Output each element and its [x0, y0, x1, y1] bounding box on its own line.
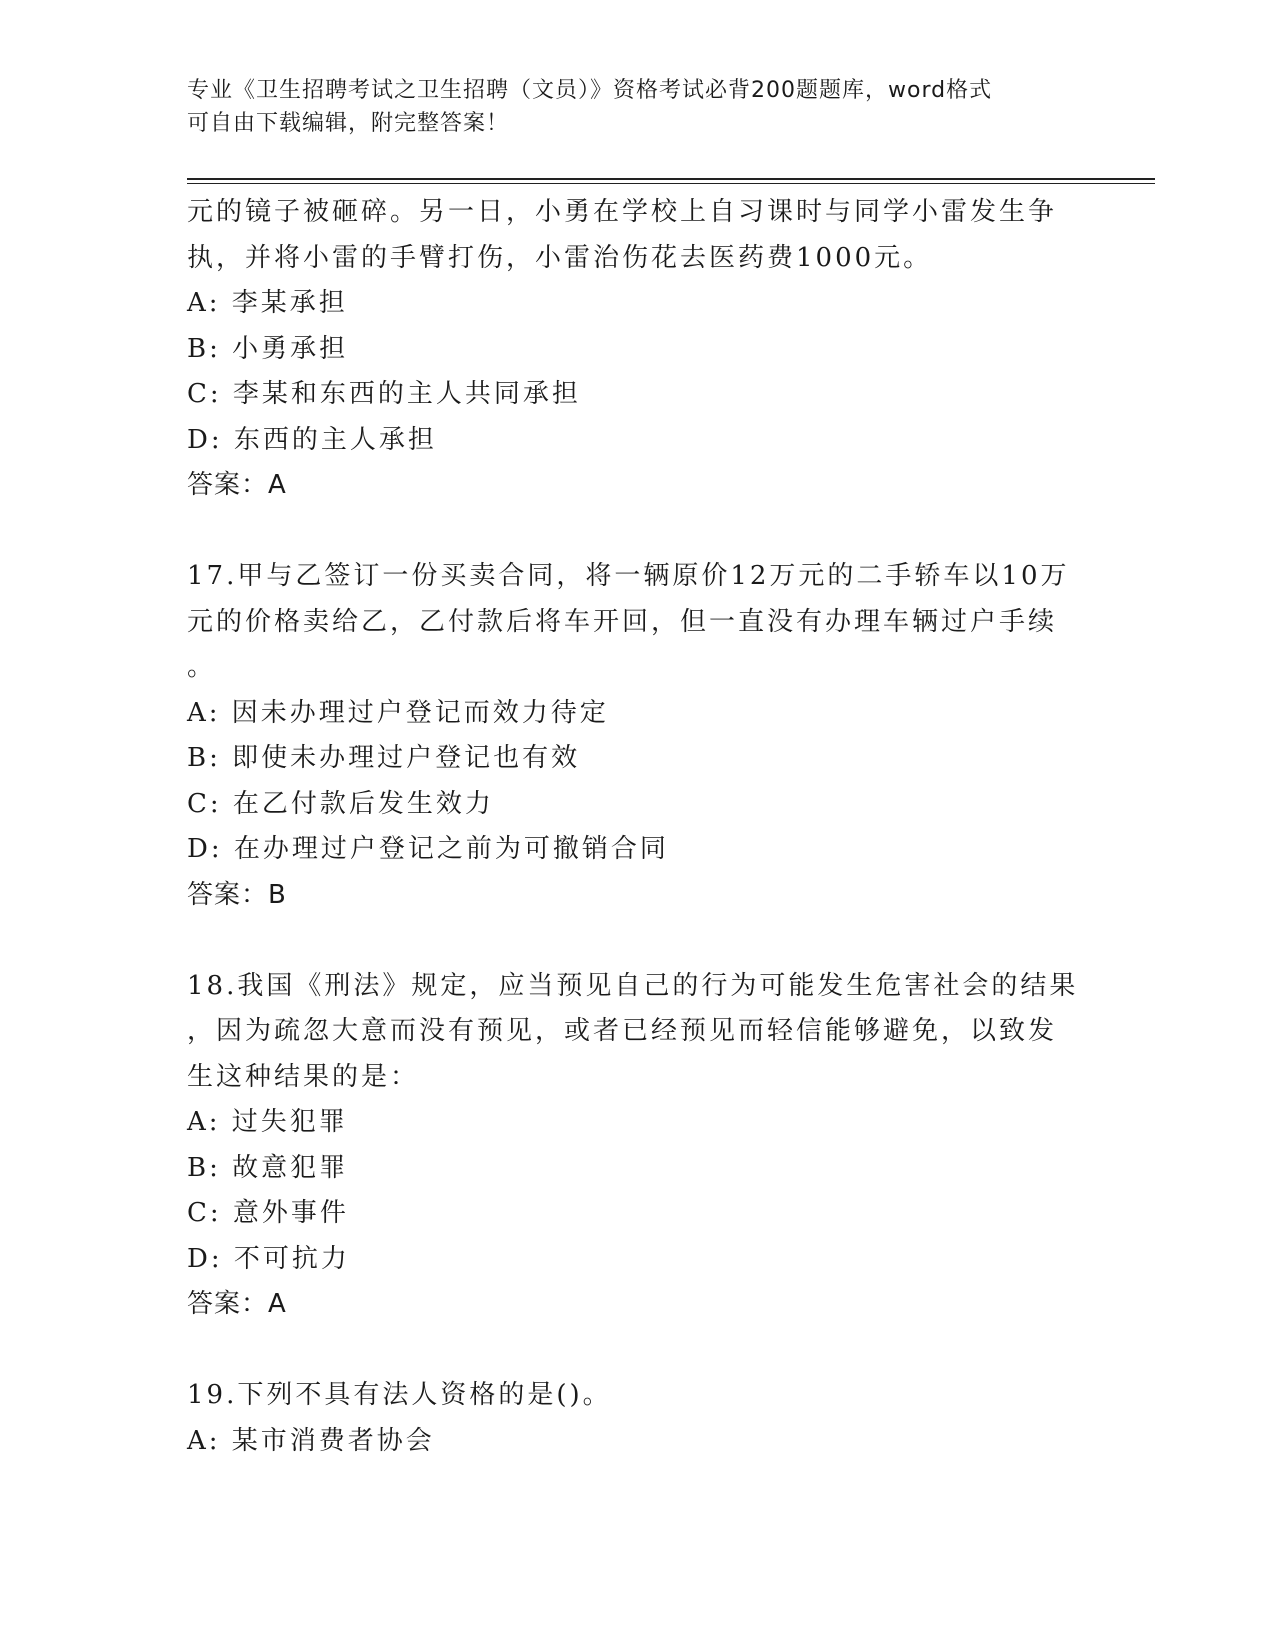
header-line-2: 可自由下载编辑，附完整答案！: [187, 111, 510, 136]
spacer: [187, 918, 1087, 964]
option-a: A: 某市消费者协会: [187, 1425, 435, 1456]
option-a: A: 过失犯罪: [187, 1107, 348, 1137]
header-line-1: 专业《卫生招聘考试之卫生招聘（文员）》资格考试必背200题题库，word格式: [187, 78, 993, 103]
option-b: B: 小勇承担: [187, 333, 349, 364]
option-a: A: 因未办理过户登记而效力待定: [187, 697, 609, 728]
option-b: B: 即使未办理过户登记也有效: [187, 743, 581, 773]
answer-line: 答案：A: [187, 470, 287, 500]
question-text-line: 17.甲与乙签订一份买卖合同，将一辆原价12万元的二手轿车以10万: [187, 561, 1070, 591]
question-16: [187, 190, 1087, 509]
option-b: B: 故意犯罪: [187, 1152, 349, 1183]
question-text-line: 元的镜子被砸碎。另一日，小勇在学校上自习课时与同学小雷发生争: [187, 197, 1058, 227]
option-d: D: 东西的主人承担: [187, 424, 437, 455]
question-19: [187, 1373, 1087, 1464]
question-text-line: ，因为疏忽大意而没有预见，或者已经预见而轻信能够避免，以致发: [187, 1016, 1058, 1046]
option-a: A: 李某承担: [187, 288, 348, 318]
option-d: D: 不可抗力: [187, 1243, 350, 1274]
question-text-line: 执，并将小雷的手臂打伤，小雷治伤花去医药费1000元。: [187, 242, 933, 273]
question-text-line: 19.下列不具有法人资格的是()。: [187, 1380, 612, 1410]
option-c: C: 李某和东西的主人共同承担: [187, 379, 581, 409]
question-text-line: 18.我国《刑法》规定，应当预见自己的行为可能发生危害社会的结果: [187, 970, 1079, 1001]
question-17: [187, 554, 1087, 918]
document-header: [187, 74, 1087, 140]
question-text-line: 生这种结果的是：: [187, 1061, 420, 1092]
question-text-line: 元的价格卖给乙，乙付款后将车开回，但一直没有办理车辆过户手续: [187, 606, 1058, 637]
spacer: [187, 509, 1087, 555]
answer-line: 答案：B: [187, 879, 287, 910]
spacer: [187, 1328, 1087, 1374]
header-divider: [187, 178, 1155, 184]
answer-line: 答案：A: [187, 1289, 287, 1319]
question-list: [187, 190, 1087, 1464]
question-text-line: 。: [187, 652, 217, 682]
option-d: D: 在办理过户登记之前为可撤销合同: [187, 834, 669, 864]
option-c: C: 在乙付款后发生效力: [187, 788, 494, 819]
option-c: C: 意外事件: [187, 1198, 349, 1228]
question-18: [187, 964, 1087, 1328]
